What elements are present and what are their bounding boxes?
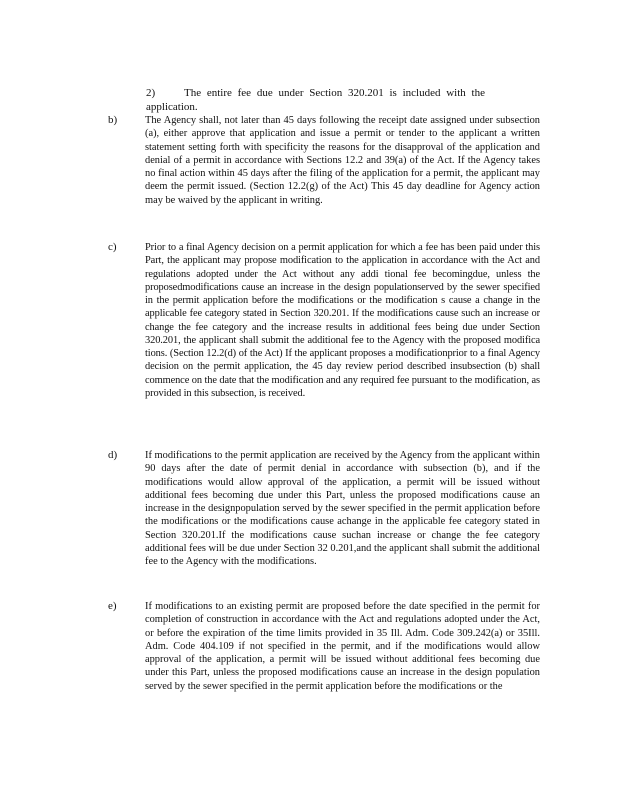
paragraph-text: If modifications to the permit application are received by the Agency from the applicant within 90 days after the date of permit denial in accordance with subsection (b), and if the modifications would allow approval of the application, a permit will be issued without additional fees becoming due under this Part, unless the proposed modifications cause an increase in the designpopulation served by the sewer specified in the permit application before the modifications or the modifications cause achange in the applicable fee category stated in Section 320.201.If the modifications cause suchan increase or change the fee category additional fees will be due under Section 32 0.201,and the applicant shall submit the additional fee to the Agency with the modifications.	[145, 450, 540, 567]
list-item-2	[146, 86, 536, 114]
paragraph-text: The Agency shall, not later than 45 days following the receipt date assigned under subsection (a), either approve that application and issue a permit or tender to the applicant a written statement setting forth with specificity the reasons for the disapproval of the application and denial of a permit in accordance with Sections 12.2 and 39(a) of the Act. If the Agency takes no final action within 45 days after the filing of the application for a permit, the applicant may deem the permit issued. (Section 12.2(g) of the Act) This 45 day deadline for Agency action may be waived by the applicant in writing.	[145, 115, 540, 206]
paragraph-label: b)	[108, 114, 118, 126]
paragraph-label: c)	[108, 241, 117, 253]
paragraph-label: d)	[108, 449, 118, 461]
item-number: 2)	[146, 87, 156, 99]
paragraph-label: e)	[108, 600, 117, 612]
paragraph-text: If modifications to an existing permit are proposed before the date specified in the permit for completion of construction in accordance with the Act and regulations adopted under the Act, or before the expiration of the time limits provided in 35 Ill. Adm. Code 309.242(a) or 35Ill. Adm. Code 404.109 if not specified in the permit, and if the modifications would allow approval of the application, a permit will be issued without additional fees becoming due under this Part, unless the proposed modifications cause an increase in the design population served by the sewer specified in the permit application before the modifications or the	[145, 601, 540, 692]
paragraph-text: Prior to a final Agency decision on a permit application for which a fee has been paid under this Part, the applicant may propose modification to the application in accordance with the Act and regulations adopted under the Act without any addi tional fee becomingdue, unless the proposedmodifications cause an increase in the design populationserved by the sewer specified in the permit application before the modifications or the modification s cause a change in the applicable fee category stated in Section 320.201. If the modifications cause such an increase or change the fee category and the increase results in additional fees being due under Section 320.201, the applicant shall submit the additional fee to the Agency with the proposed modifica tions. (Section 12.2(d) of the Act) If the applicant proposes a modificationprior to a final Agency decision on the permit application, the 45 day review period described insubsection (b) shall commence on the date that the modification and any required fee pursuant to the modification, as provided in this subsection, is received.	[145, 242, 540, 399]
item-text: The entire fee due under Section 320.201 is included with the application.	[146, 87, 485, 113]
